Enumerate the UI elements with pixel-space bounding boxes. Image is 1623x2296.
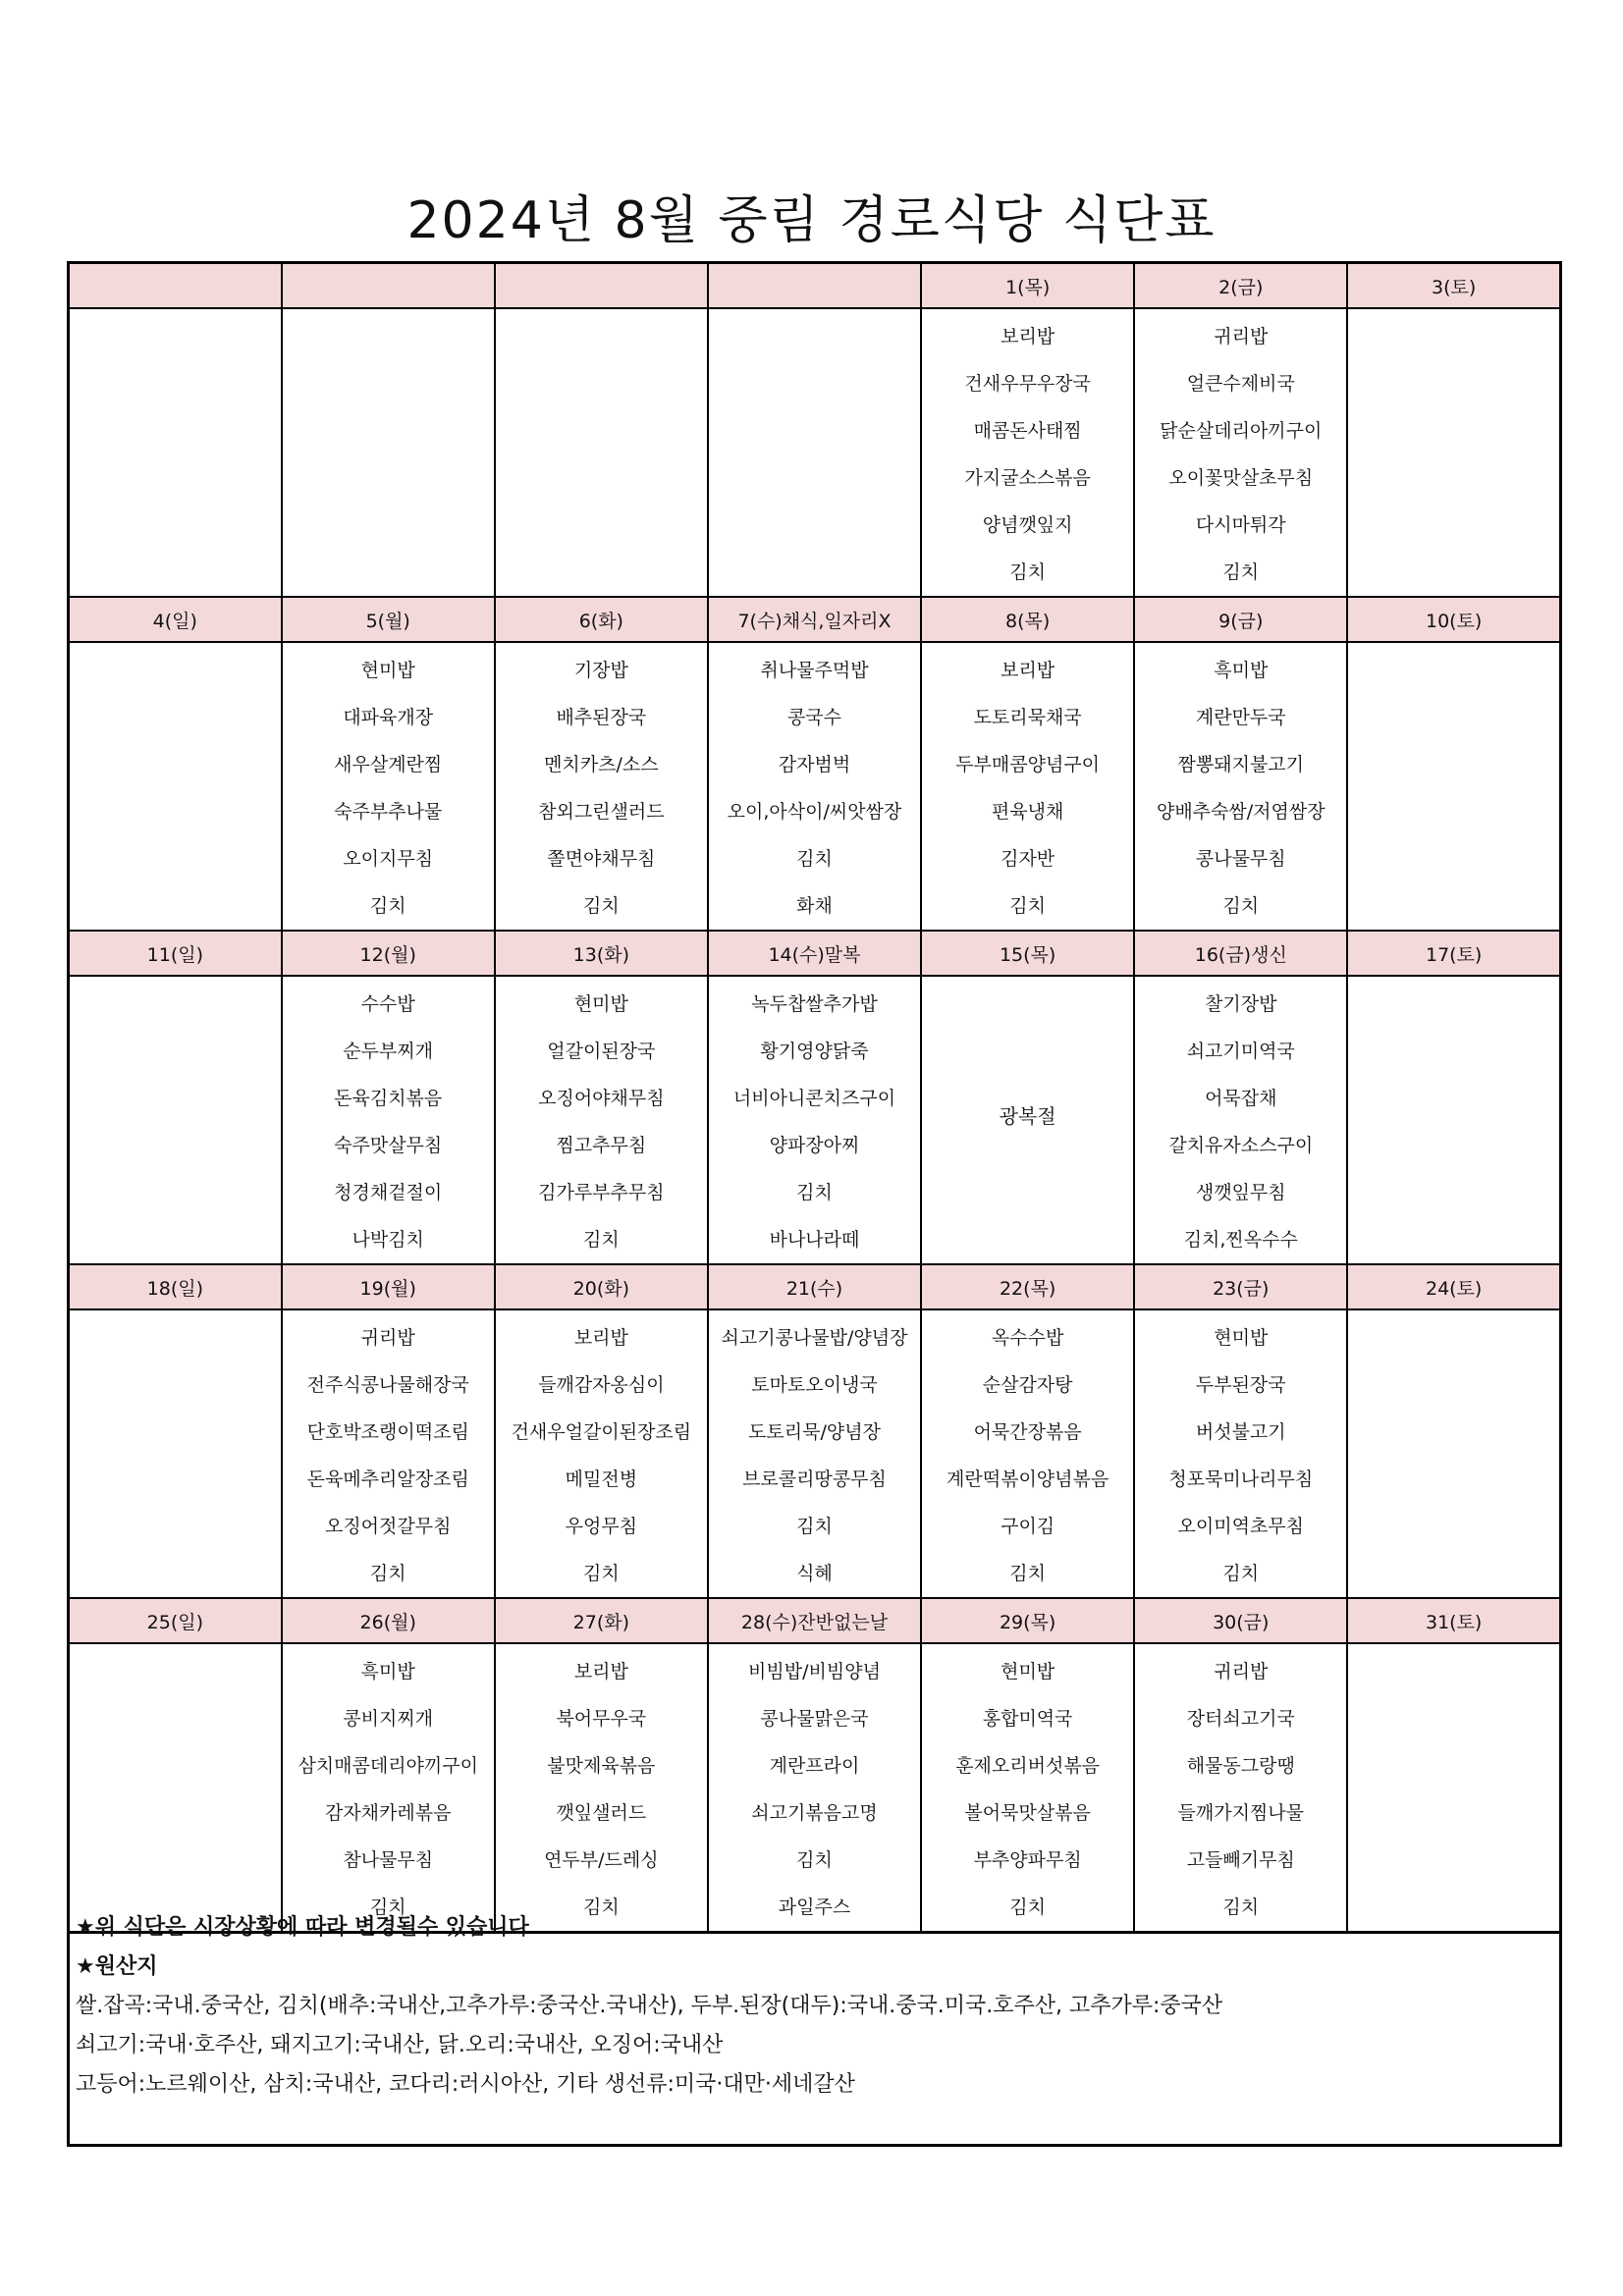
meal-item: 계란프라이 (769, 1755, 860, 1777)
day-header: 21(수) (708, 1264, 921, 1309)
meal-item: 김치 (1222, 561, 1260, 583)
meal-item: 김자반 (1001, 848, 1055, 870)
day-meal-cell (1347, 1643, 1560, 1933)
meal-item: 들깨가지찜나물 (1177, 1802, 1305, 1824)
day-meal-cell (921, 308, 1134, 597)
meal-item: 감자채카레볶음 (324, 1802, 452, 1824)
day-meal-cell (1134, 308, 1347, 597)
day-meal-cell (282, 642, 495, 931)
day-header: 14(수)말복 (708, 931, 921, 976)
meal-item: 찰기장밥 (1205, 993, 1277, 1015)
meal-item: 연두부/드레싱 (544, 1849, 659, 1871)
meal-item: 김치 (582, 1563, 620, 1584)
meal-item: 메밀전병 (565, 1468, 638, 1490)
meal-item: 우엉무침 (565, 1516, 638, 1537)
meal-item: 비빔밥/비빔양념 (748, 1661, 881, 1682)
day-header: 26(월) (282, 1598, 495, 1643)
meal-item: 전주식콩나물해장국 (306, 1374, 469, 1396)
meal-item: 옥수수밥 (991, 1327, 1064, 1349)
day-header: 23(금) (1134, 1264, 1347, 1309)
meal-item: 김치 (1009, 895, 1046, 917)
day-meal-cell (708, 976, 921, 1264)
day-header: 20(화) (495, 1264, 708, 1309)
day-meal-cell (708, 1643, 921, 1933)
meal-item: 귀리밥 (360, 1327, 415, 1349)
day-header: 16(금)생신 (1134, 931, 1347, 976)
day-header: 30(금) (1134, 1598, 1347, 1643)
day-meal-cell (282, 1643, 495, 1933)
meal-item: 오이지무침 (343, 848, 434, 870)
day-header: 2(금) (1134, 263, 1347, 309)
meal-item: 김치 (796, 1516, 833, 1537)
meal-item: 보리밥 (1001, 660, 1055, 681)
meal-item: 훈제오리버섯볶음 (955, 1755, 1101, 1777)
day-meal-cell (1134, 1309, 1347, 1598)
meal-item: 어묵간장볶음 (973, 1421, 1082, 1443)
meal-item: 너비아니콘치즈구이 (732, 1088, 896, 1109)
day-meal-cell (282, 1309, 495, 1598)
meal-item: 생깻잎무침 (1195, 1182, 1286, 1203)
day-meal-cell (495, 1643, 708, 1933)
day-meal-cell (69, 1643, 282, 1933)
day-header: 19(월) (282, 1264, 495, 1309)
day-meal-cell (69, 642, 282, 931)
day-header: 3(토) (1347, 263, 1560, 309)
day-meal-cell (282, 308, 495, 597)
day-header: 4(일) (69, 597, 282, 642)
day-header: 11(일) (69, 931, 282, 976)
meal-item: 닭순살데리아끼구이 (1160, 420, 1323, 442)
day-meal-cell (495, 642, 708, 931)
meal-item: 현미밥 (1214, 1327, 1269, 1349)
week-header-row (69, 597, 1561, 642)
meal-item: 홍합미역국 (982, 1708, 1073, 1730)
day-meal-cell (495, 308, 708, 597)
meal-item: 건새우무우장국 (964, 373, 1091, 395)
day-header: 15(목) (921, 931, 1134, 976)
day-header: 8(목) (921, 597, 1134, 642)
day-header: 9(금) (1134, 597, 1347, 642)
holiday-label: 광복절 (999, 1104, 1056, 1128)
week-header-row (69, 263, 1561, 309)
meal-item: 볼어묵맛살볶음 (964, 1802, 1091, 1824)
meal-item: 김치 (1009, 1563, 1046, 1584)
meal-item: 기장밥 (573, 660, 628, 681)
meal-item: 김치 (582, 895, 620, 917)
meal-item: 보리밥 (1001, 326, 1055, 347)
meal-item: 김치 (1009, 561, 1046, 583)
day-header: 22(목) (921, 1264, 1134, 1309)
meal-item: 참나물무침 (343, 1849, 434, 1871)
meal-item: 갈치유자소스구이 (1168, 1135, 1314, 1156)
day-header (495, 263, 708, 309)
meal-item: 현미밥 (573, 993, 628, 1015)
meal-item: 수수밥 (360, 993, 415, 1015)
meal-item: 오징어야채무침 (538, 1088, 665, 1109)
day-header: 5(월) (282, 597, 495, 642)
day-meal-cell (282, 976, 495, 1264)
meal-item: 콩국수 (786, 707, 842, 728)
day-header: 18(일) (69, 1264, 282, 1309)
day-header: 25(일) (69, 1598, 282, 1643)
meal-item: 김치 (1009, 1896, 1046, 1918)
meal-item: 돈육김치볶음 (334, 1088, 443, 1109)
meal-item: 멘치카츠/소스 (544, 754, 659, 775)
meal-item: 숙주부추나물 (334, 801, 443, 823)
meal-item: 콩나물무침 (1195, 848, 1286, 870)
meal-item: 콩나물맑은국 (760, 1708, 869, 1730)
meal-item: 황기영양닭죽 (760, 1041, 869, 1062)
meal-item: 김치 (796, 1849, 833, 1871)
meal-item: 보리밥 (573, 1661, 628, 1682)
day-meal-cell (1347, 1309, 1560, 1598)
week-meal-row (69, 1309, 1561, 1598)
notes-box (67, 1908, 1562, 2147)
meal-item: 들깨감자옹심이 (538, 1374, 665, 1396)
meal-item: 과일주스 (778, 1896, 851, 1918)
meal-item: 북어무우국 (556, 1708, 647, 1730)
meal-item: 보리밥 (573, 1327, 628, 1349)
day-header: 12(월) (282, 931, 495, 976)
week-header-row (69, 1598, 1561, 1643)
meal-item: 나박김치 (352, 1229, 424, 1251)
week-meal-row (69, 642, 1561, 931)
meal-item: 김치 (369, 895, 406, 917)
meal-item: 도토리묵/양념장 (748, 1421, 881, 1443)
meal-item: 쇠고기미역국 (1186, 1041, 1295, 1062)
meal-item: 도토리묵채국 (973, 707, 1082, 728)
day-meal-cell (921, 976, 1134, 1264)
meal-item: 해물동그랑땡 (1186, 1755, 1295, 1777)
meal-item: 귀리밥 (1214, 1661, 1269, 1682)
day-meal-cell (1347, 308, 1560, 597)
origin-title: ★원산지 (76, 1954, 158, 1979)
day-header: 28(수)잔반없는날 (708, 1598, 921, 1643)
meal-item: 식혜 (796, 1563, 833, 1584)
meal-item: 편육냉채 (991, 801, 1064, 823)
meal-item: 고들빼기무침 (1186, 1849, 1295, 1871)
day-meal-cell (495, 1309, 708, 1598)
day-header: 10(토) (1347, 597, 1560, 642)
day-meal-cell (921, 1309, 1134, 1598)
day-meal-cell (495, 976, 708, 1264)
meal-item: 토마토오이냉국 (751, 1374, 878, 1396)
week-header-row (69, 1264, 1561, 1309)
meal-item: 가지굴소스볶음 (964, 467, 1091, 489)
meal-item: 귀리밥 (1214, 326, 1269, 347)
meal-item: 바나나라떼 (769, 1229, 860, 1251)
meal-item: 김치 (1222, 1896, 1260, 1918)
meal-item: 오이,아삭이/씨앗쌈장 (727, 801, 902, 823)
meal-item: 청포묵미나리무침 (1168, 1468, 1314, 1490)
day-header: 1(목) (921, 263, 1134, 309)
day-header: 27(화) (495, 1598, 708, 1643)
meal-item: 김치 (796, 848, 833, 870)
meal-item: 흑미밥 (360, 1661, 415, 1682)
meal-item: 오이꽃맛살초무침 (1168, 467, 1314, 489)
meal-item: 김치 (582, 1229, 620, 1251)
meal-item: 대파육개장 (343, 707, 434, 728)
meal-item: 건새우얼갈이된장조림 (511, 1421, 692, 1443)
meal-item: 현미밥 (1001, 1661, 1055, 1682)
meal-item: 김치 (369, 1896, 406, 1918)
day-meal-cell (69, 308, 282, 597)
meal-item: 브로콜리땅콩무침 (742, 1468, 887, 1490)
day-meal-cell (708, 1309, 921, 1598)
week-header-row (69, 931, 1561, 976)
meal-item: 김가루부추무침 (538, 1182, 665, 1203)
origin-line: 쇠고기:국내·호주산, 돼지고기:국내산, 닭.오리:국내산, 오징어:국내산 (76, 2033, 724, 2057)
meal-item: 김치,찐옥수수 (1183, 1229, 1298, 1251)
day-meal-cell (1134, 976, 1347, 1264)
meal-item: 불맛제육볶음 (547, 1755, 656, 1777)
meal-item: 쇠고기볶음고명 (751, 1802, 878, 1824)
meal-item: 순살감자탕 (982, 1374, 1073, 1396)
meal-item: 김치 (1222, 1563, 1260, 1584)
meal-item: 쇠고기콩나물밥/양념장 (721, 1327, 908, 1349)
meal-item: 단호박조랭이떡조림 (306, 1421, 469, 1443)
meal-item: 두부매콤양념구이 (955, 754, 1101, 775)
meal-item: 어묵잡채 (1205, 1088, 1277, 1109)
meal-item: 부추양파무침 (973, 1849, 1082, 1871)
meal-item: 김치 (1222, 895, 1260, 917)
meal-item: 돈육메추리알장조림 (306, 1468, 469, 1490)
meal-item: 취나물주먹밥 (760, 660, 869, 681)
meal-item: 청경채겉절이 (334, 1182, 443, 1203)
day-header: 31(토) (1347, 1598, 1560, 1643)
day-header (69, 263, 282, 309)
meal-item: 양념깻잎지 (982, 514, 1073, 536)
day-meal-cell (708, 308, 921, 597)
day-header: 29(목) (921, 1598, 1134, 1643)
origin-line: 쌀.잡곡:국내.중국산, 김치(배추:국내산,고추가루:중국산.국내산), 두부.된장(대두):국내.중국.미국.호주산, 고추가루:중국산 (76, 1994, 1223, 2018)
page-title: 2024년 8월 중림 경로식당 식단표 (406, 191, 1217, 250)
meal-item: 매콤돈사태찜 (973, 420, 1082, 442)
meal-item: 숙주맛살무침 (334, 1135, 443, 1156)
meal-item: 두부된장국 (1195, 1374, 1286, 1396)
meal-item: 짬뽕돼지불고기 (1177, 754, 1305, 775)
meal-item: 계란만두국 (1195, 707, 1286, 728)
day-meal-cell (69, 976, 282, 1264)
meal-item: 오이미역초무침 (1177, 1516, 1305, 1537)
day-header: 6(화) (495, 597, 708, 642)
day-meal-cell (1134, 642, 1347, 931)
meal-item: 화채 (796, 895, 833, 917)
meal-item: 장터쇠고기국 (1186, 1708, 1295, 1730)
meal-item: 다시마튀각 (1195, 514, 1286, 536)
day-meal-cell (921, 1643, 1134, 1933)
week-meal-row (69, 1643, 1561, 1933)
meal-item: 구이김 (1001, 1516, 1055, 1537)
meal-item: 새우살계란찜 (334, 754, 443, 775)
origin-line: 고등어:노르웨이산, 삼치:국내산, 코다리:러시아산, 기타 생선류:미국·대만·세네갈산 (76, 2072, 855, 2097)
day-meal-cell (1347, 976, 1560, 1264)
menu-table (67, 261, 1562, 1934)
meal-item: 계란떡볶이양념볶음 (947, 1468, 1109, 1490)
meal-item: 쫄면야채무침 (547, 848, 656, 870)
day-meal-cell (1134, 1643, 1347, 1933)
day-header: 7(수)채식,일자리X (708, 597, 921, 642)
meal-item: 김치 (369, 1563, 406, 1584)
week-meal-row (69, 308, 1561, 597)
meal-item: 순두부찌개 (343, 1041, 434, 1062)
meal-item: 깻잎샐러드 (556, 1802, 647, 1824)
day-meal-cell (69, 1309, 282, 1598)
day-header: 24(토) (1347, 1264, 1560, 1309)
meal-item: 얼갈이된장국 (547, 1041, 656, 1062)
meal-item: 감자범벅 (778, 754, 851, 775)
day-header (708, 263, 921, 309)
meal-item: 찜고추무침 (556, 1135, 647, 1156)
day-header (282, 263, 495, 309)
day-header: 17(토) (1347, 931, 1560, 976)
meal-item: 배추된장국 (556, 707, 647, 728)
meal-item: 콩비지찌개 (343, 1708, 434, 1730)
day-header: 13(화) (495, 931, 708, 976)
change-notice: ★위 식단은 시장상황에 따라 변경될수 있습니다 (76, 1915, 529, 1940)
meal-item: 참외그린샐러드 (538, 801, 665, 823)
meal-item: 흑미밥 (1214, 660, 1269, 681)
week-meal-row (69, 976, 1561, 1264)
meal-item: 현미밥 (360, 660, 415, 681)
day-meal-cell (1347, 642, 1560, 931)
meal-item: 양배추숙쌈/저염쌈장 (1156, 801, 1325, 823)
meal-item: 양파장아찌 (769, 1135, 860, 1156)
meal-item: 김치 (796, 1182, 833, 1203)
meal-item: 녹두찹쌀추가밥 (751, 993, 878, 1015)
meal-item: 김치 (582, 1896, 620, 1918)
meal-item: 버섯불고기 (1195, 1421, 1286, 1443)
day-meal-cell (921, 642, 1134, 931)
meal-item: 오징어젓갈무침 (324, 1516, 452, 1537)
meal-item: 얼큰수제비국 (1186, 373, 1295, 395)
day-meal-cell (708, 642, 921, 931)
meal-item: 삼치매콤데리야끼구이 (298, 1755, 478, 1777)
